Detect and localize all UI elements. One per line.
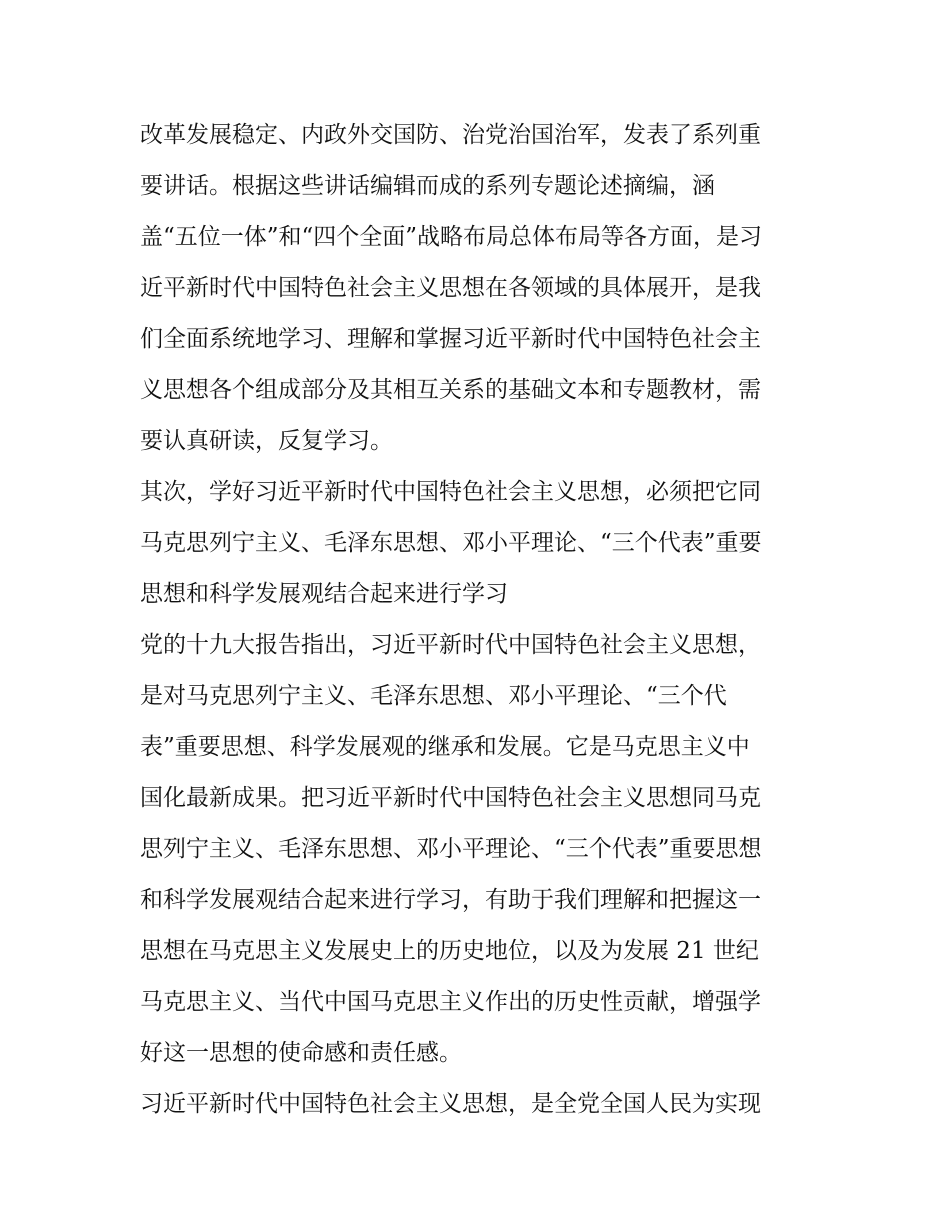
text-line: 要认真研读，反复学习。 [140,428,393,454]
text-line: 表”重要思想、科学发展观的继承和发展。它是马克思主义中 [140,734,750,760]
text-line: 们全面系统地学习、理解和掌握习近平新时代中国特色社会主 [140,326,761,352]
text-line: 思想在马克思主义发展史上的历史地位，以及为发展 21 世纪 [140,938,759,964]
text-line: 义思想各个组成部分及其相互关系的基础文本和专题教材，需 [140,377,761,403]
text-line: 其次，学好习近平新时代中国特色社会主义思想，必须把它同 [140,479,761,505]
text-line: 马克思列宁主义、毛泽东思想、邓小平理论、“三个代表”重要 [140,530,762,556]
text-line: 党的十九大报告指出，习近平新时代中国特色社会主义思想， [140,632,761,658]
text-line: 思想和科学发展观结合起来进行学习 [140,581,508,607]
text-line: 思列宁主义、毛泽东思想、邓小平理论、“三个代表”重要思想 [140,836,762,862]
text-line: 盖“五位一体”和“四个全面”战略布局总体布局等各方面，是习 [140,224,763,250]
text-line: 国化最新成果。把习近平新时代中国特色社会主义思想同马克 [140,785,761,811]
text-line: 好这一思想的使命感和责任感。 [140,1040,462,1066]
text-line: 习近平新时代中国特色社会主义思想，是全党全国人民为实现 [140,1091,761,1117]
text-line: 改革发展稳定、内政外交国防、治党治国治军，发表了系列重 [140,122,761,148]
text-line: 马克思主义、当代中国马克思主义作出的历史性贡献，增强学 [140,989,761,1015]
text-line: 是对马克思列宁主义、毛泽东思想、邓小平理论、“三个代 [140,683,727,709]
text-line: 和科学发展观结合起来进行学习，有助于我们理解和把握这一 [140,887,761,913]
text-line: 近平新时代中国特色社会主义思想在各领域的具体展开，是我 [140,275,761,301]
text-line: 要讲话。根据这些讲话编辑而成的系列专题论述摘编，涵 [140,173,715,199]
document-body [140,110,820,1130]
